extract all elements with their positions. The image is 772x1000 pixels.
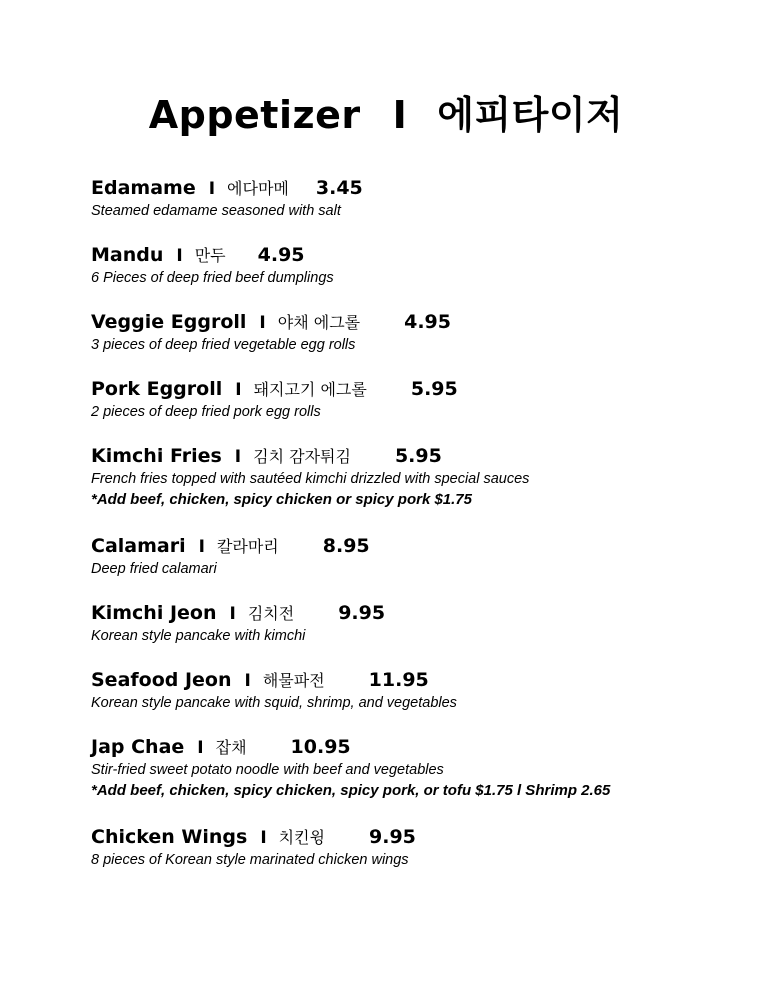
item-description: Deep fried calamari — [91, 561, 217, 577]
item-separator: I — [197, 738, 204, 758]
menu-item-veggie-eggroll — [91, 310, 751, 377]
item-separator: I — [176, 246, 183, 266]
item-price: 9.95 — [369, 826, 416, 848]
item-name: Kimchi Jeon — [91, 602, 217, 624]
item-korean-name: 김치전 — [247, 604, 295, 623]
menu-item-edamame — [91, 176, 751, 243]
item-description: Steamed edamame seasoned with salt — [91, 203, 341, 219]
item-price: 3.45 — [315, 177, 363, 199]
item-name: Jap Chae — [91, 736, 185, 758]
item-separator: I — [208, 179, 216, 199]
item-description: 2 pieces of deep fried pork egg rolls — [91, 404, 321, 420]
item-separator: I — [260, 828, 267, 848]
item-separator: I — [259, 313, 266, 333]
item-price: 4.95 — [404, 311, 451, 333]
item-description: 6 Pieces of deep fried beef dumplings — [91, 270, 334, 286]
item-price: 9.95 — [338, 602, 386, 624]
item-name: Seafood Jeon — [91, 669, 232, 691]
item-price: 10.95 — [290, 736, 351, 758]
item-separator: I — [244, 671, 251, 691]
item-heading — [91, 735, 751, 761]
item-korean-name: 돼지고기 에그롤 — [253, 380, 367, 399]
menu-item-seafood-jeon — [91, 668, 751, 735]
item-heading — [91, 825, 751, 851]
item-korean-name: 치킨윙 — [278, 828, 326, 847]
item-name: Calamari — [91, 535, 186, 557]
item-separator: I — [229, 604, 236, 624]
item-description: Stir-fried sweet potato noodle with beef and vegetables — [91, 762, 444, 778]
item-description: 8 pieces of Korean style marinated chicken wings — [91, 852, 409, 868]
page-title — [0, 84, 772, 139]
item-korean-name: 야채 에그롤 — [277, 313, 361, 332]
item-description: Korean style pancake with kimchi — [91, 628, 306, 644]
menu-item-pork-eggroll — [91, 377, 751, 444]
title-english: Appetizer — [148, 93, 361, 137]
item-price: 11.95 — [368, 669, 429, 691]
item-price: 5.95 — [410, 378, 458, 400]
item-name: Veggie Eggroll — [91, 311, 247, 333]
item-heading — [91, 444, 751, 470]
item-name: Pork Eggroll — [91, 378, 223, 400]
item-heading — [91, 668, 751, 694]
item-korean-name: 칼라마리 — [216, 537, 279, 556]
item-korean-name: 김치 감자튀김 — [253, 447, 351, 466]
item-korean-name: 에다마메 — [227, 179, 289, 198]
item-description: French fries topped with sautéed kimchi drizzled with special sauces — [91, 471, 530, 487]
item-price: 5.95 — [394, 445, 442, 467]
item-price: 4.95 — [257, 244, 305, 266]
title-korean: 에피타이저 — [437, 93, 624, 137]
menu-item-kimchi-fries — [91, 444, 751, 534]
item-price: 8.95 — [322, 535, 370, 557]
item-korean-name: 해물파전 — [262, 671, 325, 690]
item-description: 3 pieces of deep fried vegetable egg rolls — [91, 337, 356, 353]
menu-list — [91, 176, 751, 892]
item-heading — [91, 534, 751, 560]
item-separator: I — [234, 447, 242, 467]
item-separator: I — [235, 380, 242, 400]
item-heading — [91, 377, 751, 403]
menu-item-kimchi-jeon — [91, 601, 751, 668]
item-korean-name: 만두 — [194, 246, 226, 265]
menu-item-mandu — [91, 243, 751, 310]
item-heading — [91, 176, 751, 202]
item-heading — [91, 310, 751, 336]
item-heading — [91, 243, 751, 269]
item-addon-note: *Add beef, chicken, spicy chicken or spicy pork $1.75 — [91, 491, 472, 508]
title-separator: I — [392, 93, 408, 137]
item-description: Korean style pancake with squid, shrimp, and vegetables — [91, 695, 457, 711]
item-name: Edamame — [91, 177, 196, 199]
item-heading — [91, 601, 751, 627]
menu-item-jap-chae — [91, 735, 751, 825]
item-korean-name: 잡채 — [215, 738, 247, 757]
item-addon-note: *Add beef, chicken, spicy chicken, spicy pork, or tofu $1.75 l Shrimp 2.65 — [91, 782, 611, 799]
item-name: Kimchi Fries — [91, 445, 222, 467]
item-name: Chicken Wings — [91, 826, 248, 848]
menu-item-chicken-wings — [91, 825, 751, 892]
item-name: Mandu — [91, 244, 164, 266]
item-separator: I — [198, 537, 205, 557]
menu-item-calamari — [91, 534, 751, 601]
